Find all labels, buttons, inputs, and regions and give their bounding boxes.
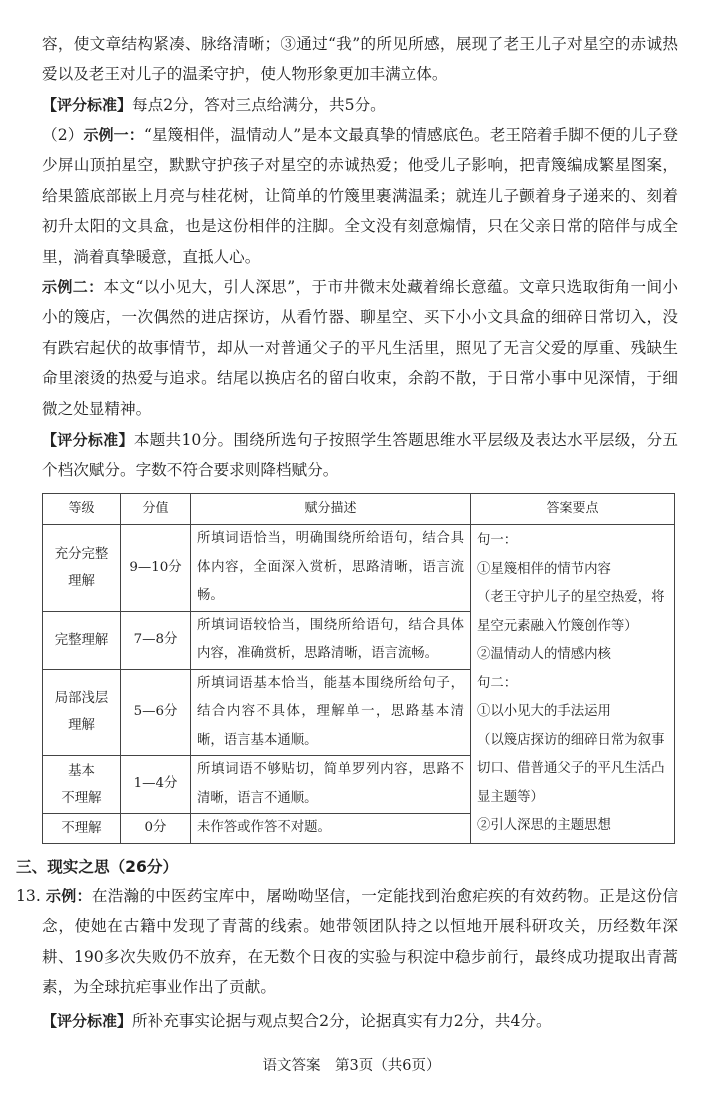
- answer-point: ②引人深思的主题思想: [477, 818, 611, 833]
- example-text: 在浩瀚的中医药宝库中，屠呦呦坚信，一定能找到治愈疟疾的有效药物。正是这份信念，使她在古籍中发现了青蒿的线索。她带领团队持之以恒地开展科研攻关，历经数年深耕、190多次失败仍不放弃，在无数个日夜的实验与积淀中稳步前行，最终成功提取出青蒿素，为全球抗疟事业作出了贡献。: [42, 887, 678, 997]
- question-13: [16, 881, 678, 1003]
- criteria-text: 每点2分，答对三点给满分，共5分。: [132, 96, 386, 114]
- level-text: 局部浅层: [54, 691, 109, 707]
- header-description: 赋分描述: [191, 494, 471, 525]
- example-label: 示例：: [46, 887, 92, 905]
- score-cell: 7—8分: [121, 611, 191, 669]
- level-text: 理解: [68, 718, 95, 734]
- table-header-row: [43, 494, 675, 525]
- criteria-label: 【评分标准】: [42, 1012, 133, 1030]
- example-one-label: 示例一：: [83, 126, 144, 144]
- level-text: 充分完整: [54, 546, 109, 562]
- level-text: 理解: [68, 573, 95, 589]
- header-answer-points: 答案要点: [471, 494, 675, 525]
- section-title: 三、现实之思（26分）: [16, 858, 179, 876]
- score-cell: 1—4分: [121, 756, 191, 814]
- description-cell: 所填词语不够贴切，简单罗列内容，思路不清晰，语言不通顺。: [191, 756, 471, 814]
- table-row: [43, 525, 675, 612]
- level-text: 不理解: [61, 790, 102, 806]
- scoring-criteria-1: [42, 90, 678, 120]
- answer-point: （老王守护儿子的星空热爱，将星空元素融入竹篾创作等）: [477, 590, 665, 634]
- criteria-label: 【评分标准】: [42, 431, 134, 449]
- answer-point: 句二：: [477, 675, 518, 691]
- level-cell: [43, 814, 121, 844]
- score-cell: 5—6分: [121, 669, 191, 756]
- scoring-criteria-2: [42, 425, 678, 486]
- answer-point: （以篾店探访的细碎日常为叙事切口、借普通父子的平凡生活凸显主题等）: [477, 732, 665, 805]
- level-text: 完整理解: [54, 632, 109, 648]
- description-cell: 未作答或作答不对题。: [191, 814, 471, 844]
- header-score: 分值: [121, 494, 191, 525]
- answer-point: ①星篾相伴的情节内容: [477, 561, 611, 577]
- answer-point: ②温情动人的情感内核: [477, 647, 611, 662]
- level-text: 不理解: [61, 820, 102, 836]
- page-footer: 语文答案 第3页（共6页）: [262, 1058, 441, 1074]
- scoring-criteria-3: [42, 1006, 678, 1036]
- level-cell: [43, 669, 121, 756]
- example-two: [42, 272, 678, 424]
- criteria-label: 【评分标准】: [42, 96, 133, 114]
- example-one: [42, 120, 678, 272]
- description-cell: 所填词语较恰当，围绕所给语句，结合具体内容，准确赏析，思路清晰，语言流畅。: [191, 611, 471, 669]
- criteria-text: 所补充事实论据与观点契合2分，论据真实有力2分，共4分。: [132, 1012, 552, 1030]
- level-cell: [43, 525, 121, 612]
- description-cell: 所填词语恰当，明确围绕所给语句，结合具体内容，全面深入赏析，思路清晰，语言流畅。: [191, 525, 471, 612]
- grading-table: [42, 493, 675, 844]
- level-cell: [43, 611, 121, 669]
- example-two-label: 示例二：: [42, 278, 104, 296]
- description-cell: 所填词语基本恰当，能基本围绕所给句子，结合内容不具体，理解单一，思路基本清晰，语言基本通顺。: [191, 669, 471, 756]
- level-text: 基本: [68, 763, 95, 779]
- level-cell: [43, 756, 121, 814]
- example-two-text: 本文“以小见大，引人深思”，于市井微末处藏着绵长意蕴。文章只选取街角一间小小的篾店，一次偶然的进店探访，从看竹器、聊星空、买下小小文具盒的细碎日常切入，没有跌宕起伏的故事情节，却从一对普通父子的平凡生活里，照见了无言父爱的厚重、残缺生命里滚烫的热爱与追求。结尾以换店名的留白收束，余韵不散，于日常小事中见深情，于细微之处显精神。: [42, 278, 678, 418]
- score-cell: 9—10分: [121, 525, 191, 612]
- answer-point: ①以小见大的手法运用: [477, 704, 611, 719]
- score-cell: 0分: [121, 814, 191, 844]
- question-number: （2）: [42, 126, 84, 144]
- question-number: 13.: [16, 887, 41, 905]
- paragraph-continued: 容，使文章结构紧凑、脉络清晰；③通过“我”的所见所感，展现了老王儿子对星空的赤诚热爱以及老王对儿子的温柔守护，使人物形象更加丰满立体。: [42, 35, 678, 84]
- header-level: 等级: [43, 494, 121, 525]
- answer-point: 句一：: [477, 533, 518, 548]
- answer-points-cell: [471, 525, 675, 844]
- criteria-text: 本题共10分。围绕所选句子按照学生答题思维水平层级及表达水平层级，分五个档次赋分。字数不符合要求则降档赋分。: [42, 431, 678, 480]
- example-one-text: “星篾相伴，温情动人”是本文最真挚的情感底色。老王陪着手脚不便的儿子登少屏山顶拍星空，默默守护孩子对星空的赤诚热爱；他受儿子影响，把青篾编成繁星图案，给果篮底部嵌上月亮与桂花树，让简单的竹篾里裹满温柔；就连儿子颤着身子递来的、刻着初升太阳的文具盒，也是这份相伴的注脚。全文没有刻意煽情，只在父亲日常的陪伴与成全里，淌着真挚暖意，直抵人心。: [42, 126, 679, 266]
